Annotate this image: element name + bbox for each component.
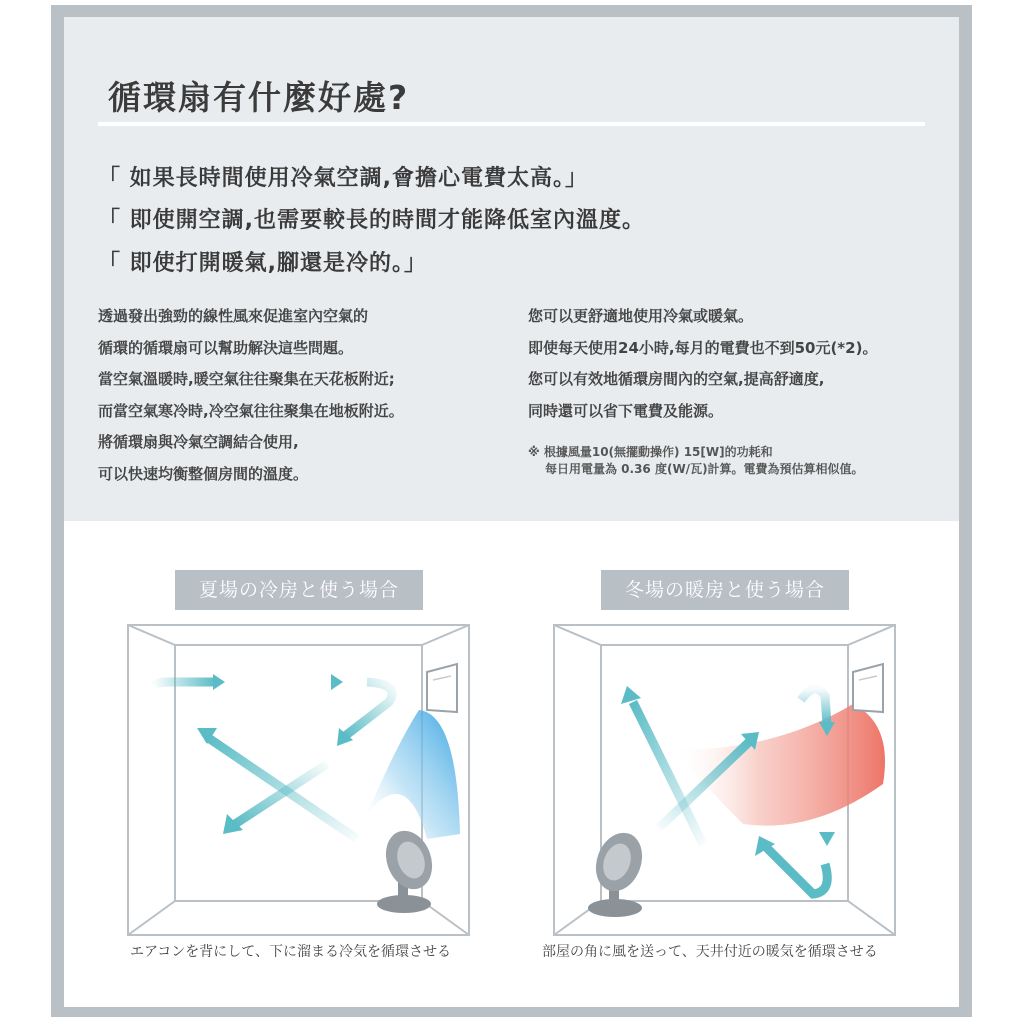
air-conditioner-icon [427,664,457,712]
page-title: 循環扇有什麼好處? [108,78,410,117]
quote-3: 「 即使打開暖氣,腳還是冷的。」 [98,251,428,276]
left-line: 循環的循環扇可以幫助解決這些問題。 [98,338,354,357]
quote-2: 「 即使開空調,也需要較長的時間才能降低室內溫度。 [98,208,646,233]
left-line: 而當空氣寒冷時,冷空氣往往聚集在地板附近。 [98,401,404,420]
left-line: 當空氣溫暖時,暖空氣往往聚集在天花板附近; [98,370,395,388]
winter-caption: 部屋の角に風を送って、天井付近の暖気を循環させる [542,944,878,960]
footnote-line-1: ※ 根據風量10(無擺動操作) 15[W]的功耗和 [528,445,773,459]
winter-label: 冬場の暖房と使う場合 [601,570,849,610]
winter-room-diagram [553,624,896,936]
title-divider [98,122,925,126]
summer-room-diagram [127,624,470,936]
right-line: 即使每天使用24小時,每月的電費也不到50元(*2)。 [528,338,878,357]
left-line: 透過發出強勁的線性風來促進室內空氣的 [98,307,369,325]
right-paragraph [528,301,877,427]
summer-label: 夏場の冷房と使う場合 [175,570,423,610]
right-line: 您可以更舒適地使用冷氣或暖氣。 [528,307,754,325]
quote-1: 「 如果長時間使用冷氣空調,會擔心電費太高。」 [98,166,589,191]
right-line: 同時還可以省下電費及能源。 [528,401,724,420]
heater-icon [853,664,883,712]
left-line: 可以快速均衡整個房間的溫度。 [98,464,309,483]
footnote-line-2: 每日用電量為 0.36 度(W/瓦)計算。電費為預估算相似值。 [545,462,864,476]
right-line: 您可以有效地循環房間內的空氣,提高舒適度, [528,370,825,388]
summer-caption: エアコンを背にして、下に溜まる冷気を循環させる [130,944,452,960]
left-line: 將循環扇與冷氣空調結合使用, [98,433,299,451]
footnote [528,444,864,478]
left-paragraph [98,301,404,490]
